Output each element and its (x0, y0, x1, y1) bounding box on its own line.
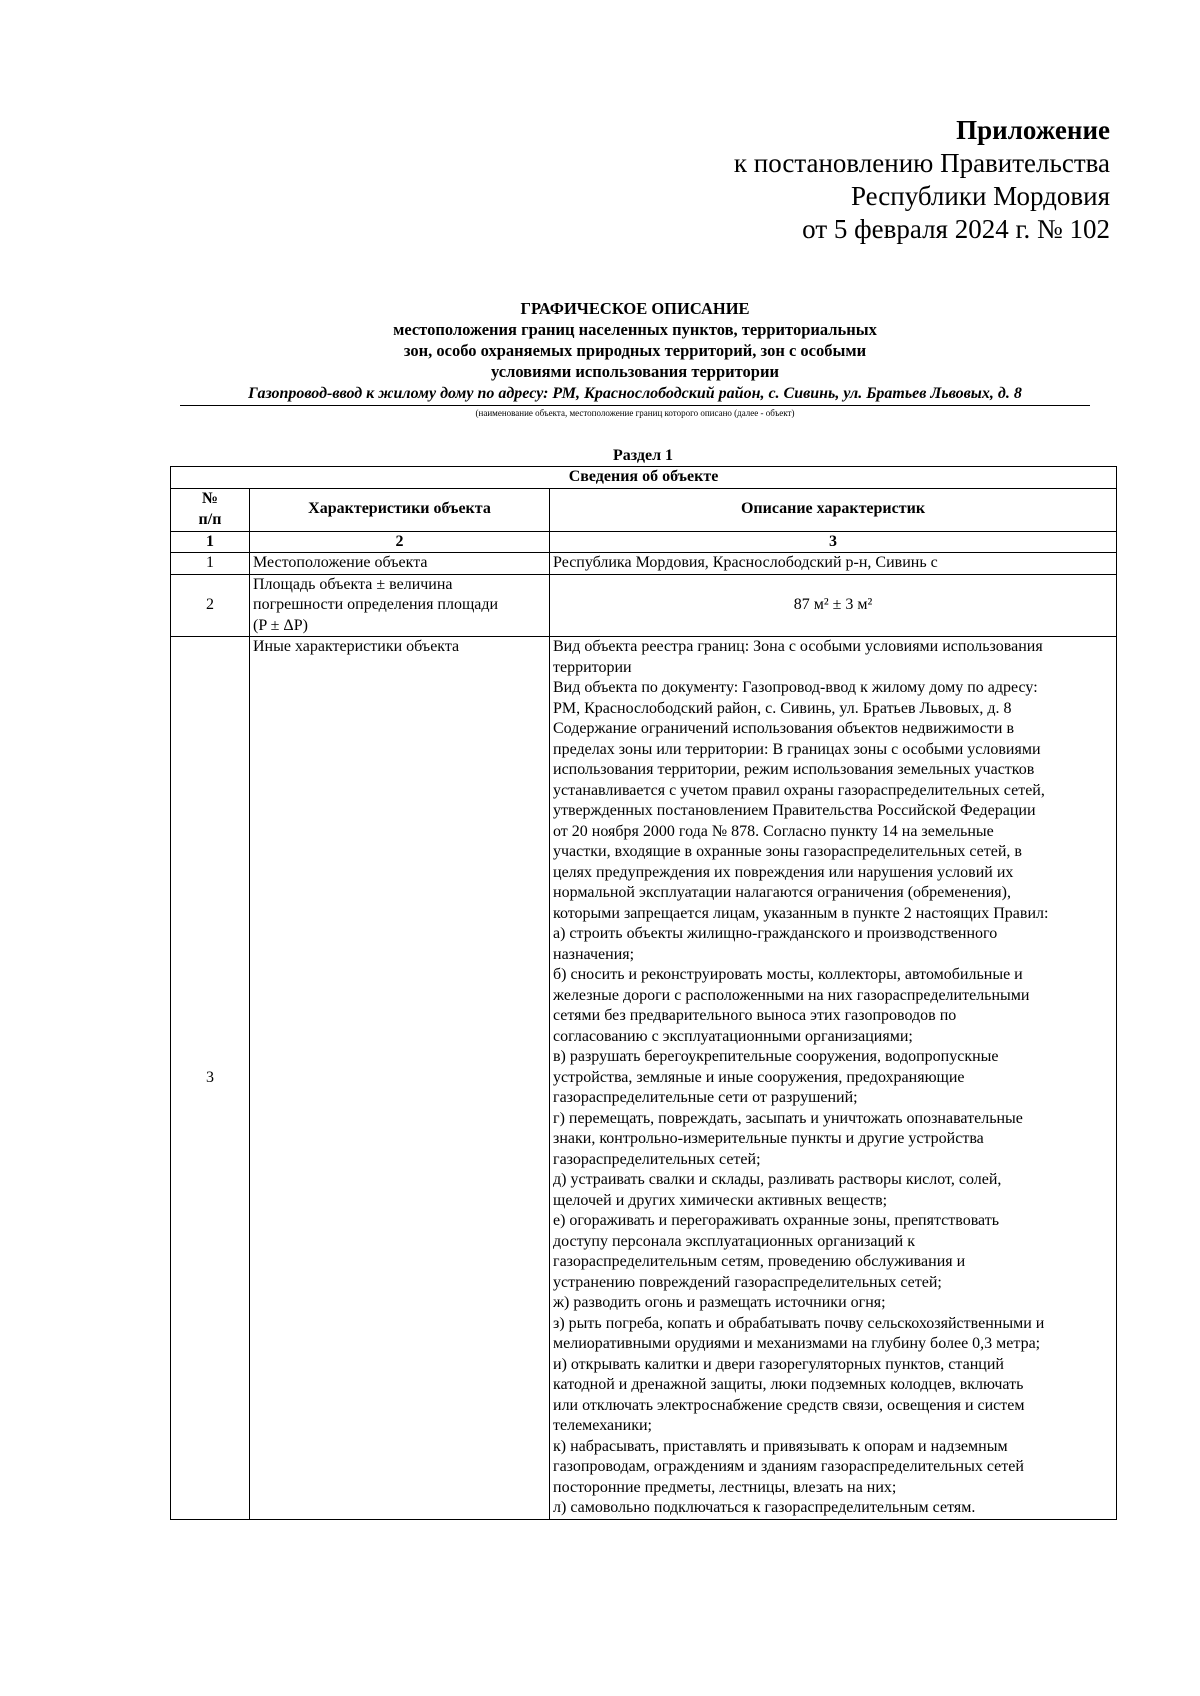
subject-underline (180, 405, 1090, 406)
description-line: устранению повреждений газораспределительных сетей; (553, 1273, 942, 1291)
header-characteristics: Характеристики объекта (250, 488, 550, 531)
description-line: устанавливается с учетом правил охраны газораспределительных сетей, (553, 781, 1045, 799)
characteristic-line: погрешности определения площади (253, 596, 499, 613)
heading-line-2: зон, особо охраняемых природных территорий, зон с особыми (403, 341, 867, 360)
row-description: Республика Мордовия, Краснослободский р-н, Сивинь с (550, 553, 1117, 575)
description-line: посторонние предметы, лестницы, влезать на них; (553, 1478, 897, 1496)
column-number-row (171, 531, 1117, 553)
header-number (171, 488, 250, 531)
appendix-line-3: от 5 февраля 2024 г. № 102 (802, 214, 1110, 244)
description-line: нормальной эксплуатации налагаются ограничения (обременения), (553, 884, 1011, 901)
row-characteristic: Местоположение объекта (250, 553, 550, 575)
description-line: утвержденных постановлением Правительства Российской Федерации (553, 802, 1036, 819)
appendix-line-1: к постановлению Правительства (733, 148, 1110, 178)
description-line: щелочей и других химически активных веществ; (553, 1191, 888, 1209)
description-line: сетями без предварительного выноса этих газопроводов по (553, 1007, 957, 1024)
description-line: от 20 ноября 2000 года № 878. Согласно пункту 14 на земельные (553, 822, 994, 840)
description-line: газораспределительным сетям, проведению обслуживания и (553, 1253, 966, 1270)
area-value: 87 м² ± 3 м² (550, 574, 1117, 637)
description-line: территории (553, 658, 632, 676)
row-number: 2 (171, 574, 250, 637)
section-title: Раздел 1 (612, 447, 674, 464)
header-description: Описание характеристик (550, 488, 1117, 531)
description-line: устройства, земляные и иные сооружения, предохраняющие (553, 1068, 965, 1086)
appendix-line-2: Республики Мордовия (850, 181, 1110, 211)
appendix-title: Приложение (956, 115, 1110, 145)
description-line: пределах зоны или территории: В границах зоны с особыми условиями (553, 740, 1041, 758)
description-line: з) рыть погреба, копать и обрабатывать почву сельскохозяйственными и (553, 1314, 1045, 1332)
table-row (171, 553, 1117, 575)
table-row (171, 574, 1117, 637)
row-characteristic: Иные характеристики объекта (250, 637, 550, 1520)
appendix-block (510, 114, 1110, 246)
description-line: и) открывать калитки и двери газорегуляторных пунктов, станций (553, 1355, 1004, 1373)
description-line: б) сносить и реконструировать мосты, коллекторы, автомобильные и (553, 966, 1023, 983)
description-line: г) перемещать, повреждать, засыпать и уничтожать опознавательные (553, 1109, 1023, 1127)
column-number-1: 1 (171, 531, 250, 553)
description-line: в) разрушать берегоукрепительные сооружения, водопропускные (553, 1048, 999, 1065)
description-line: ж) разводить огонь и размещать источники огня; (553, 1294, 886, 1311)
description-line: мелиоративными орудиями и механизмами на глубину более 0,3 метра; (553, 1335, 1041, 1352)
description-line: д) устраивать свалки и склады, разливать растворы кислот, солей, (553, 1171, 1002, 1188)
description-line: согласованию с эксплуатационными организациями; (553, 1027, 913, 1045)
column-number-3: 3 (550, 531, 1117, 553)
document-title: ГРАФИЧЕСКОЕ ОПИСАНИЕ (520, 299, 750, 318)
description-line: целях предупреждения их повреждения или нарушения условий их (553, 863, 1014, 881)
document-heading (180, 298, 1090, 419)
table-caption: Сведения об объекте (171, 467, 1117, 489)
description-line: газопроводам, ограждениям и зданиям газораспределительных сетей (553, 1458, 1024, 1475)
description-line: знаки, контрольно-измерительные пункты и другие устройства (553, 1130, 984, 1147)
description-line: участки, входящие в охранные зоны газораспределительных сетей, в (553, 843, 1022, 860)
description-line: катодной и дренажной защиты, люки подземных колодцев, включать (553, 1376, 1024, 1393)
row-number: 3 (171, 637, 250, 1520)
description-line: газораспределительные сети от разрушений; (553, 1089, 858, 1106)
row-number: 1 (171, 553, 250, 575)
description-line: газораспределительных сетей; (553, 1150, 761, 1168)
description-line: Содержание ограничений использования объектов недвижимости в (553, 720, 1014, 737)
characteristic-line: (P ± ΔP) (253, 616, 308, 634)
table-row (171, 637, 1117, 1520)
header-number-line-2: п/п (198, 510, 222, 528)
header-number-line-1: № (201, 490, 219, 507)
description-line: е) огораживать и перегораживать охранные зоны, препятствовать (553, 1212, 1000, 1229)
description-line: назначения; (553, 945, 635, 963)
description-line: доступу персонала эксплуатационных организаций к (553, 1232, 915, 1250)
description-line: телемеханики; (553, 1417, 652, 1434)
description-line: которыми запрещается лицам, указанным в пункте 2 настоящих Правил: (553, 904, 1049, 922)
table-caption-row (171, 467, 1117, 489)
description-line: к) набрасывать, приставлять и привязывать к опорам и надземным (553, 1437, 1008, 1455)
column-number-2: 2 (250, 531, 550, 553)
description-line: или отключать электроснабжение средств связи, освещения и систем (553, 1396, 1025, 1414)
row-characteristic (250, 574, 550, 637)
object-subject: Газопровод-ввод к жилому дому по адресу: РМ, Краснослободский район, с. Сивинь, ул. Братьев Львовых, д. 8 (248, 385, 1022, 402)
description-line: РМ, Краснослободский район, с. Сивинь, ул. Братьев Львовых, д. 8 (553, 699, 1012, 717)
description-line: Вид объекта по документу: Газопровод-ввод к жилому дому по адресу: (553, 679, 1038, 696)
heading-line-1: местоположения границ населенных пунктов, территориальных (393, 320, 877, 339)
description-line: использования территории, режим использования земельных участков (553, 761, 1035, 778)
table-header-row (171, 488, 1117, 531)
description-line: а) строить объекты жилищно-гражданского и производственного (553, 925, 998, 942)
description-line: железные дороги с расположенными на них газораспределительными (553, 986, 1030, 1004)
characteristic-line: Площадь объекта ± величина (253, 575, 453, 593)
subject-note: (наименование объекта, местоположение границ которого описано (далее - объект) (475, 408, 795, 418)
row-description (550, 637, 1117, 1520)
description-line: л) самовольно подключаться к газораспределительным сетям. (553, 1499, 976, 1516)
description-line: Вид объекта реестра границ: Зона с особыми условиями использования (553, 638, 1043, 655)
heading-line-3: условиями использования территории (491, 362, 779, 381)
object-info-table (170, 466, 1117, 1520)
